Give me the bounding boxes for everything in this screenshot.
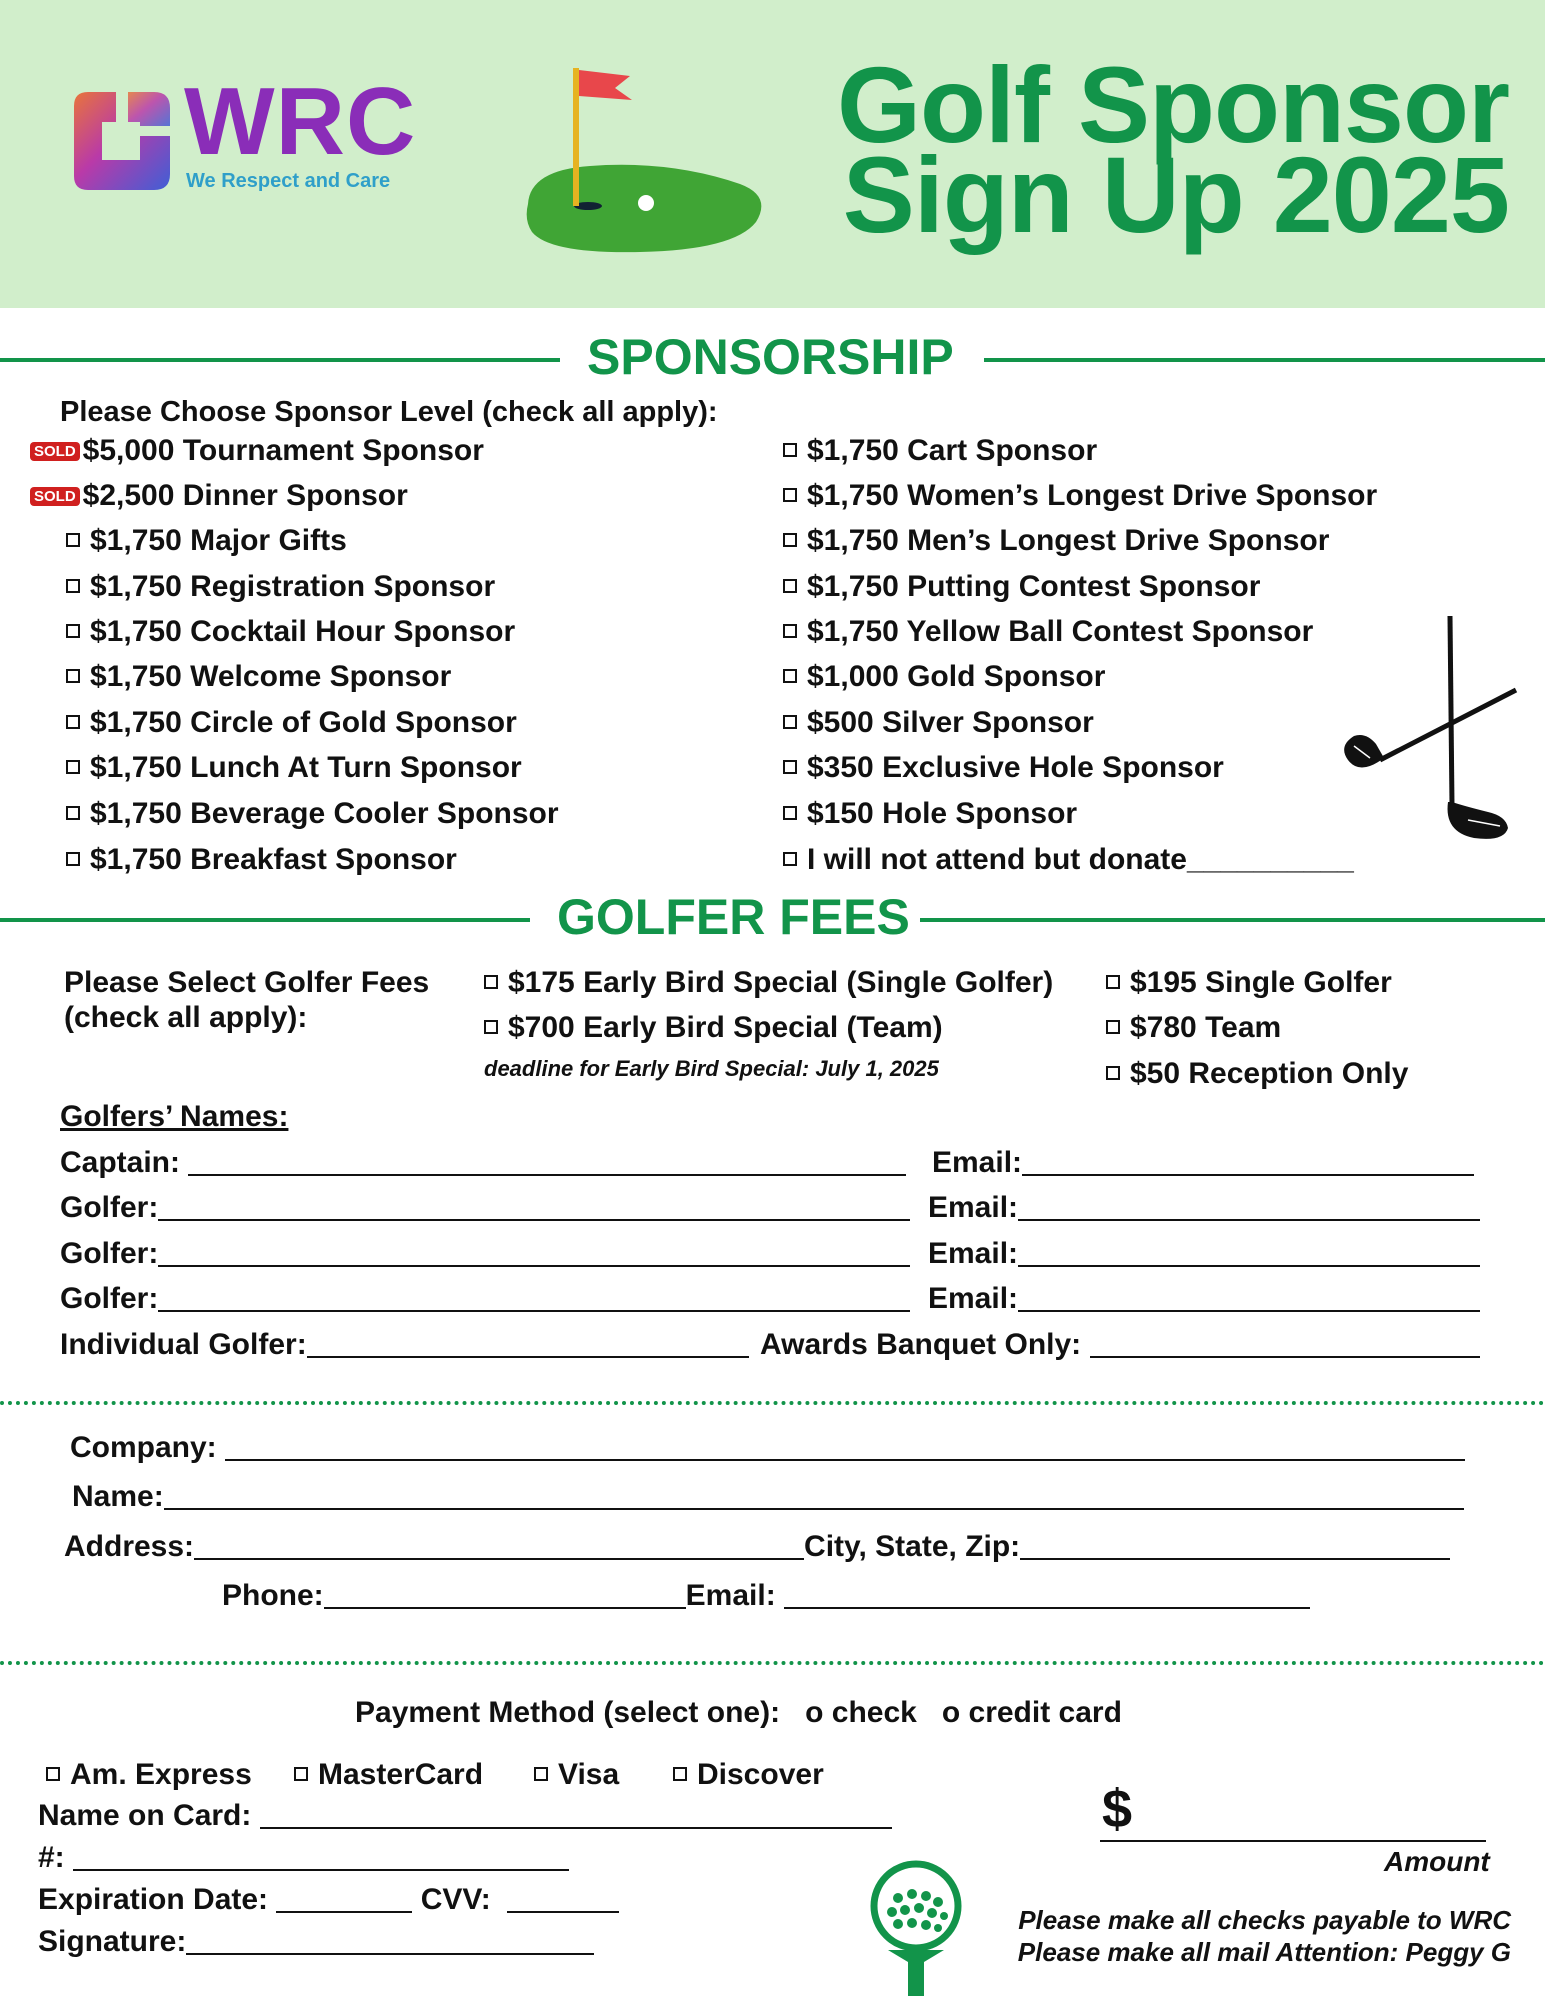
- golfer-row: Golfer:: [60, 1239, 910, 1269]
- checkbox[interactable]: [783, 443, 797, 457]
- cvv-field[interactable]: [507, 1887, 619, 1913]
- individual-golfer-row: Individual Golfer:: [60, 1330, 749, 1360]
- phone-row: Phone: Email:: [222, 1581, 1310, 1611]
- fee-option[interactable]: $50 Reception Only: [1106, 1059, 1408, 1089]
- checkbox[interactable]: [66, 624, 80, 638]
- checkbox[interactable]: [783, 488, 797, 502]
- sponsor-level-prompt: Please Choose Sponsor Level (check all apply):: [60, 396, 718, 428]
- company-field[interactable]: [225, 1435, 1465, 1461]
- golfer-email-field[interactable]: [1018, 1241, 1480, 1267]
- amount-label: Amount: [1384, 1846, 1490, 1877]
- header-banner: [0, 0, 1545, 308]
- captain-email-field[interactable]: [1022, 1150, 1474, 1176]
- sponsor-option[interactable]: $1,750 Cart Sponsor: [783, 436, 1097, 466]
- contact-email-field[interactable]: [784, 1583, 1310, 1609]
- name-field[interactable]: [164, 1484, 1464, 1510]
- captain-row: Captain:: [60, 1148, 906, 1178]
- checkbox[interactable]: [66, 852, 80, 866]
- sponsor-option[interactable]: $1,750 Putting Contest Sponsor: [783, 572, 1260, 602]
- dotted-divider: [0, 1401, 1545, 1405]
- card-option-amex[interactable]: Am. Express: [46, 1760, 252, 1790]
- sponsorship-heading: SPONSORSHIP: [587, 329, 954, 385]
- checkbox[interactable]: [66, 533, 80, 547]
- golfer-name-field[interactable]: [158, 1286, 910, 1312]
- checkbox[interactable]: [484, 1020, 498, 1034]
- sponsor-option[interactable]: $1,750 Major Gifts: [66, 526, 347, 556]
- checkbox[interactable]: [1106, 975, 1120, 989]
- signature-row: Signature:: [38, 1927, 594, 1957]
- golfer-name-field[interactable]: [158, 1195, 910, 1221]
- address-row: Address: City, State, Zip:: [64, 1532, 1450, 1562]
- checkbox[interactable]: [783, 533, 797, 547]
- checkbox[interactable]: [66, 715, 80, 729]
- card-option-visa[interactable]: Visa: [534, 1760, 619, 1790]
- checkbox[interactable]: [1106, 1020, 1120, 1034]
- card-option-mastercard[interactable]: MasterCard: [294, 1760, 483, 1790]
- sponsor-option[interactable]: $350 Exclusive Hole Sponsor: [783, 753, 1224, 783]
- checkbox[interactable]: [66, 760, 80, 774]
- section-divider: [0, 358, 560, 362]
- sponsor-option[interactable]: $1,750 Women’s Longest Drive Sponsor: [783, 481, 1377, 511]
- title-line-1: Golf Sponsor: [837, 44, 1509, 165]
- checks-note: [1018, 1904, 1511, 1968]
- golfer-fees-prompt-sub: (check all apply):: [64, 1001, 308, 1034]
- sponsor-option[interactable]: $1,750 Welcome Sponsor: [66, 662, 451, 692]
- fee-option[interactable]: $195 Single Golfer: [1106, 968, 1392, 998]
- expiration-row: Expiration Date: CVV:: [38, 1885, 619, 1915]
- checkbox[interactable]: [673, 1767, 687, 1781]
- section-divider: [920, 918, 1545, 922]
- checkbox[interactable]: [534, 1767, 548, 1781]
- sponsor-option-donate[interactable]: I will not attend but donate__________: [783, 845, 1354, 875]
- company-row: Company:: [70, 1433, 1465, 1463]
- sold-badge: SOLD: [30, 487, 80, 506]
- checkbox[interactable]: [783, 852, 797, 866]
- fee-option[interactable]: $700 Early Bird Special (Team): [484, 1013, 943, 1043]
- section-divider: [984, 358, 1545, 362]
- payment-credit-option[interactable]: o credit card: [941, 1696, 1122, 1729]
- checkbox[interactable]: [46, 1767, 60, 1781]
- checkbox[interactable]: [66, 806, 80, 820]
- fee-option[interactable]: $175 Early Bird Special (Single Golfer): [484, 968, 1053, 998]
- sponsor-option-dinner: SOLD $2,500 Dinner Sponsor: [30, 481, 408, 511]
- title-line-2: Sign Up 2025: [842, 134, 1509, 255]
- golfer-email-row: Email:: [928, 1239, 1480, 1269]
- golf-clubs-icon: [1340, 610, 1520, 850]
- deadline-note: deadline for Early Bird Special: July 1, 2025: [484, 1056, 939, 1081]
- sponsor-option[interactable]: $1,750 Breakfast Sponsor: [66, 845, 457, 875]
- city-state-zip-field[interactable]: [1020, 1534, 1450, 1560]
- sponsor-option[interactable]: $500 Silver Sponsor: [783, 708, 1094, 738]
- sponsor-option[interactable]: $1,750 Yellow Ball Contest Sponsor: [783, 617, 1313, 647]
- sponsor-option[interactable]: $1,750 Circle of Gold Sponsor: [66, 708, 517, 738]
- golfer-row: Golfer:: [60, 1284, 910, 1314]
- checkbox[interactable]: [783, 760, 797, 774]
- dotted-divider: [0, 1661, 1545, 1665]
- sponsor-option[interactable]: $1,000 Gold Sponsor: [783, 662, 1105, 692]
- signature-field[interactable]: [186, 1929, 594, 1955]
- checkbox[interactable]: [1106, 1066, 1120, 1080]
- golfer-email-field[interactable]: [1018, 1195, 1480, 1221]
- checkbox[interactable]: [783, 806, 797, 820]
- captain-email-row: Email:: [932, 1148, 1474, 1178]
- name-on-card-field[interactable]: [260, 1803, 892, 1829]
- golfer-email-field[interactable]: [1018, 1286, 1480, 1312]
- checkbox[interactable]: [783, 715, 797, 729]
- golf-ball-tee-icon: [868, 1858, 964, 2000]
- sponsor-option[interactable]: $150 Hole Sponsor: [783, 799, 1077, 829]
- section-divider: [0, 918, 530, 922]
- checkbox[interactable]: [66, 579, 80, 593]
- sold-badge: SOLD: [30, 442, 80, 461]
- name-on-card-row: Name on Card:: [38, 1801, 892, 1831]
- checkbox[interactable]: [783, 669, 797, 683]
- awards-banquet-field[interactable]: [1090, 1332, 1480, 1358]
- phone-field[interactable]: [324, 1583, 686, 1609]
- wrc-logo-icon: [66, 86, 176, 196]
- golfer-email-row: Email:: [928, 1284, 1480, 1314]
- expiration-field[interactable]: [276, 1887, 412, 1913]
- logo-tagline: We Respect and Care: [186, 170, 391, 192]
- dollar-sign: $: [1102, 1779, 1133, 1839]
- checks-note-line-1: Please make all checks payable to WRC: [1018, 1905, 1511, 1935]
- sponsor-option[interactable]: $1,750 Men’s Longest Drive Sponsor: [783, 526, 1329, 556]
- golfers-names-heading: Golfers’ Names:: [60, 1100, 289, 1133]
- sponsor-option[interactable]: $1,750 Registration Sponsor: [66, 572, 495, 602]
- checkbox[interactable]: [294, 1767, 308, 1781]
- checkbox[interactable]: [484, 975, 498, 989]
- captain-name-field[interactable]: [188, 1150, 906, 1176]
- sponsor-option[interactable]: $1,750 Lunch At Turn Sponsor: [66, 753, 522, 783]
- fee-option[interactable]: $780 Team: [1106, 1013, 1281, 1043]
- sponsor-option[interactable]: $1,750 Beverage Cooler Sponsor: [66, 799, 559, 829]
- golf-flag-green-icon: [520, 66, 770, 256]
- checks-note-line-2: Please make all mail Attention: Peggy G: [1017, 1937, 1511, 1967]
- individual-golfer-field[interactable]: [307, 1332, 749, 1358]
- card-number-row: #:: [38, 1843, 569, 1873]
- payment-method-row: [355, 1698, 1122, 1728]
- golfer-fees-prompt: Please Select Golfer Fees: [64, 966, 430, 999]
- page-title: [837, 44, 1509, 255]
- checkbox[interactable]: [783, 624, 797, 638]
- name-row: Name:: [72, 1482, 1464, 1512]
- checkbox[interactable]: [66, 669, 80, 683]
- golfer-email-row: Email:: [928, 1193, 1480, 1223]
- address-field[interactable]: [194, 1534, 804, 1560]
- payment-check-option[interactable]: o check: [805, 1696, 917, 1729]
- golfer-name-field[interactable]: [158, 1241, 910, 1267]
- awards-banquet-row: Awards Banquet Only:: [760, 1330, 1480, 1360]
- card-number-field[interactable]: [73, 1845, 569, 1871]
- logo-wordmark: WRC: [184, 68, 417, 175]
- checkbox[interactable]: [783, 579, 797, 593]
- payment-method-label: Payment Method (select one):: [355, 1696, 781, 1729]
- golfer-row: Golfer:: [60, 1193, 910, 1223]
- sponsor-option-tournament: SOLD $5,000 Tournament Sponsor: [30, 436, 484, 466]
- amount-field[interactable]: [1100, 1840, 1486, 1842]
- card-option-discover[interactable]: Discover: [673, 1760, 824, 1790]
- sponsor-option[interactable]: $1,750 Cocktail Hour Sponsor: [66, 617, 515, 647]
- golfer-fees-heading: GOLFER FEES: [557, 889, 910, 945]
